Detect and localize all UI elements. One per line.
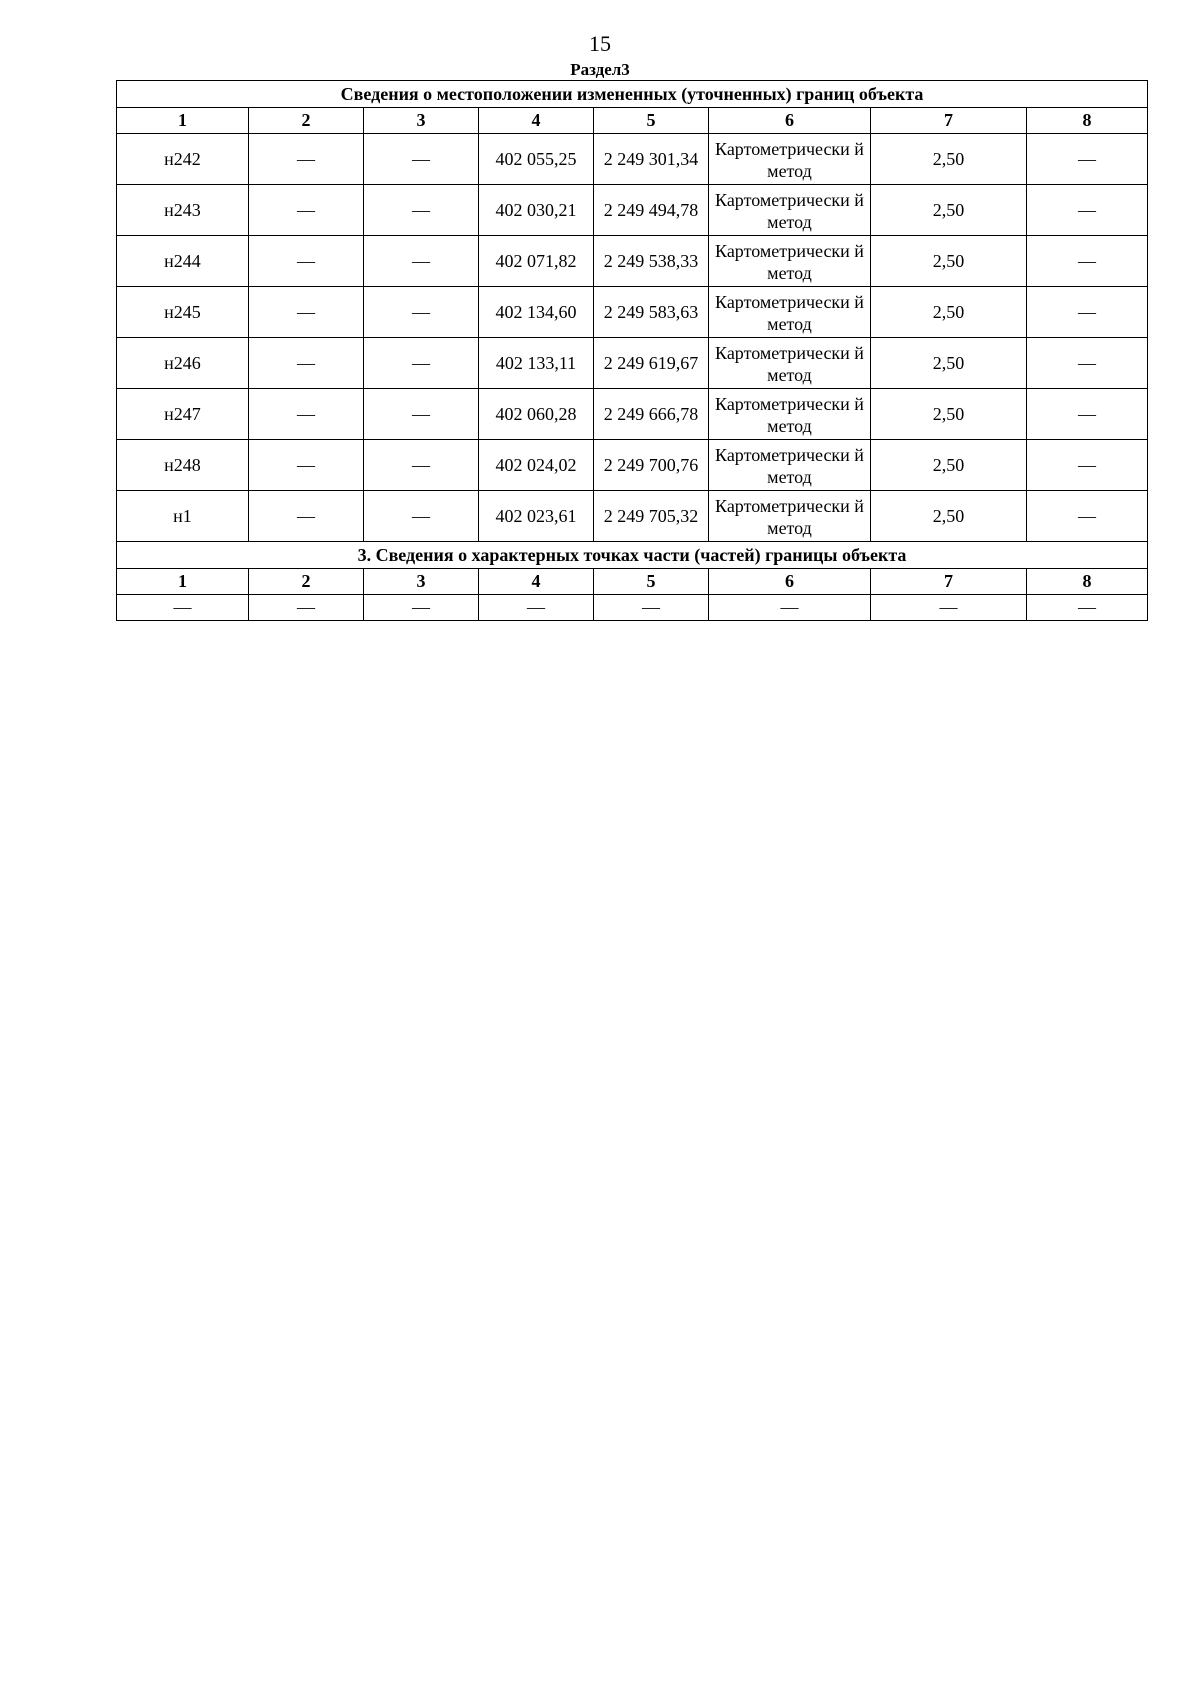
table1-row-cell: — [364, 338, 479, 389]
table2-header-cell: 3 [364, 569, 479, 595]
table1-row-cell: 2,50 [871, 440, 1027, 491]
table2-row-cell: — [871, 595, 1027, 621]
table1-row-cell: — [1027, 134, 1148, 185]
table1-row-cell: — [1027, 185, 1148, 236]
table1-row-cell: 2 249 538,33 [594, 236, 709, 287]
table1-header-cell: 5 [594, 108, 709, 134]
table1-row-cell: Картометрически й метод [709, 491, 871, 542]
page-number: 15 [589, 31, 611, 56]
table1-row [117, 236, 1148, 287]
table1-row-cell: 2,50 [871, 134, 1027, 185]
table1-row-cell: 2 249 700,76 [594, 440, 709, 491]
table1-row-cell: — [249, 287, 364, 338]
table1-row-cell: н245 [117, 287, 249, 338]
table1-row-cell: 402 024,02 [479, 440, 594, 491]
table1-row-cell: Картометрически й метод [709, 236, 871, 287]
table1-row-cell: н247 [117, 389, 249, 440]
table1-row-cell: 2 249 494,78 [594, 185, 709, 236]
table2-header-cell: 5 [594, 569, 709, 595]
table2-row-cell: — [1027, 595, 1148, 621]
table2-header-cell: 6 [709, 569, 871, 595]
table1-row-cell: — [249, 134, 364, 185]
table1-rows [117, 134, 1148, 542]
table1-row-cell: 402 133,11 [479, 338, 594, 389]
table1-row-cell: Картометрически й метод [709, 287, 871, 338]
table1-title: Сведения о местоположении измененных (уточненных) границ объекта [117, 81, 1148, 108]
table1-header-cell: 6 [709, 108, 871, 134]
table1-row-cell: 402 055,25 [479, 134, 594, 185]
table1-row [117, 389, 1148, 440]
table1-row-cell: — [364, 440, 479, 491]
table1-row-cell: Картометрически й метод [709, 440, 871, 491]
table1-row-cell: — [364, 389, 479, 440]
table1-header-cell: 1 [117, 108, 249, 134]
table1-row-cell: 2,50 [871, 338, 1027, 389]
table1-header-cell: 8 [1027, 108, 1148, 134]
table1-header-cell: 3 [364, 108, 479, 134]
table1-row-cell: 402 134,60 [479, 287, 594, 338]
table1-row [117, 287, 1148, 338]
table1-row-cell: 2 249 666,78 [594, 389, 709, 440]
table1-row-cell: 402 071,82 [479, 236, 594, 287]
table1-row-cell: н246 [117, 338, 249, 389]
table1-row [117, 338, 1148, 389]
table2-row-cell: — [364, 595, 479, 621]
table2-title-row [117, 542, 1148, 569]
table1-row-cell: 2 249 705,32 [594, 491, 709, 542]
table1-row-cell: 402 060,28 [479, 389, 594, 440]
table1-header-cell: 2 [249, 108, 364, 134]
table1-row-cell: — [249, 338, 364, 389]
table2-row-cell: — [249, 595, 364, 621]
section-label: Раздел3 [570, 60, 630, 79]
table2-row-cell: — [479, 595, 594, 621]
table1-row-cell: 2,50 [871, 389, 1027, 440]
table1-row-cell: — [1027, 287, 1148, 338]
table-body [117, 81, 1148, 134]
table1-row-cell: Картометрически й метод [709, 389, 871, 440]
table2-row-cell: — [117, 595, 249, 621]
table1-row-cell: — [249, 491, 364, 542]
table1-row-cell: — [249, 185, 364, 236]
table1-row-cell: н242 [117, 134, 249, 185]
table1-row-cell: — [364, 134, 479, 185]
table1-row-cell: н1 [117, 491, 249, 542]
table2-header-cell: 8 [1027, 569, 1148, 595]
table1-row-cell: 2,50 [871, 287, 1027, 338]
table1-row [117, 440, 1148, 491]
table1-row-cell: — [249, 440, 364, 491]
table1-row-cell: — [1027, 236, 1148, 287]
table1-row-cell: Картометрически й метод [709, 134, 871, 185]
table1-row-cell: — [364, 236, 479, 287]
table1-row-cell: — [1027, 491, 1148, 542]
table1-row [117, 134, 1148, 185]
table1-row-cell: — [364, 491, 479, 542]
table2-rows [117, 595, 1148, 621]
table1-header-cell: 7 [871, 108, 1027, 134]
table2-header-row [117, 569, 1148, 595]
table1-row-cell: 402 030,21 [479, 185, 594, 236]
table1-row-cell: — [1027, 389, 1148, 440]
table1-row [117, 185, 1148, 236]
boundary-table [116, 80, 1148, 621]
table1-row-cell: 2 249 619,67 [594, 338, 709, 389]
table1-row-cell: Картометрически й метод [709, 185, 871, 236]
table1-row-cell: — [364, 287, 479, 338]
table2-header-group [117, 542, 1148, 595]
table1-row-cell: — [249, 236, 364, 287]
table1-row-cell: 2,50 [871, 236, 1027, 287]
table1-row-cell: 2 249 583,63 [594, 287, 709, 338]
table1-row-cell: н244 [117, 236, 249, 287]
table1-row-cell: 402 023,61 [479, 491, 594, 542]
table2-header-cell: 1 [117, 569, 249, 595]
table1-title-row [117, 81, 1148, 108]
table2-row-cell: — [709, 595, 871, 621]
table2-title: 3. Сведения о характерных точках части (частей) границы объекта [117, 542, 1148, 569]
table1-header-cell: 4 [479, 108, 594, 134]
table2-header-cell: 7 [871, 569, 1027, 595]
table1-row-cell: Картометрически й метод [709, 338, 871, 389]
table2-header-cell: 4 [479, 569, 594, 595]
table1-row-cell: н243 [117, 185, 249, 236]
table1-row-cell: — [249, 389, 364, 440]
table1-row-cell: — [1027, 338, 1148, 389]
table1-row-cell: 2,50 [871, 185, 1027, 236]
table1-row-cell: 2 249 301,34 [594, 134, 709, 185]
table1-header-row [117, 108, 1148, 134]
table2-row [117, 595, 1148, 621]
table1-row [117, 491, 1148, 542]
table2-row-cell: — [594, 595, 709, 621]
table1-row-cell: — [1027, 440, 1148, 491]
table1-row-cell: — [364, 185, 479, 236]
table1-row-cell: н248 [117, 440, 249, 491]
table2-header-cell: 2 [249, 569, 364, 595]
table1-row-cell: 2,50 [871, 491, 1027, 542]
